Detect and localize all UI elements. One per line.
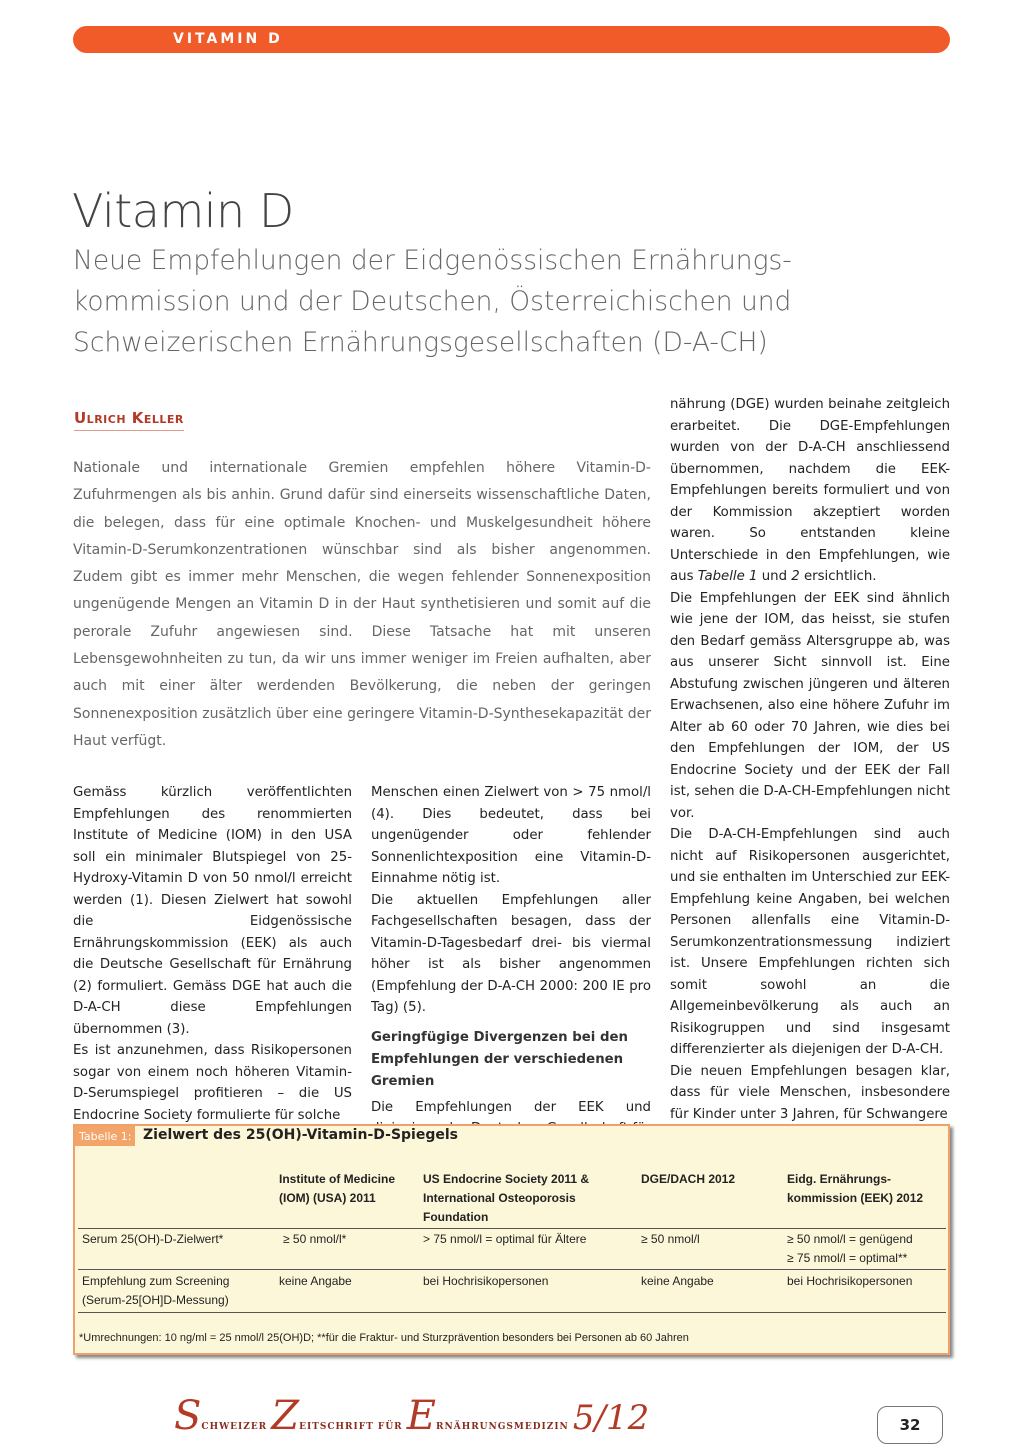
abstract: Nationale und internationale Gremien empfehlen höhere Vitamin-D-Zufuhrmengen als bis anhin. Grund dafür sind einerseits wissenschaftliche Daten, die belegen, dass für eine optimale Knochen- und Muskelgesundheit höhere Vitamin-D-Serumkonzentrationen wünschbar sind als bisher angenommen. Zudem gibt es immer mehr Menschen, die wegen fehlender Sonnenexposition ungenügende Mengen an Vitamin D in der Haut synthetisieren und somit auf die perorale Zufuhr angewiesen sind. Diese Tatsache hat mit unseren Lebensgewohnheiten zu tun, da wir uns immer weniger im Freien aufhalten, aber auch mit einer älter werdenden Bevölkerung, die neben der geringen Sonnenexposition zusätzlich über eine geringere Vitamin-D-Synthesekapazität der Haut verfügt. [73, 460, 651, 749]
article-subtitle [73, 240, 953, 363]
paragraph: Die Empfehlungen der EEK sind ähnlich wie jene der IOM, das heisst, sie stufen den Bedarf gemäss Altersgruppe ab, was aus unserer Sicht sinnvoll ist. Eine Abstufung zwischen jüngeren und älteren Erwachsenen, also eine höhere Zufuhr im Alter ab 60 oder 70 Jahren, wie dies bei den Empfehlungen der IOM, der US Endocrine Society und der EEK der Fall ist, sehen die D-A-CH-Empfehlungen nicht vor. [670, 590, 950, 821]
article-title: Vitamin D [72, 184, 294, 238]
paragraph: Gemäss kürzlich veröffentlichten Empfehlungen des renommierten Institute of Medicine (IOM) in den USA soll ein minimaler Blutspiegel von 25-Hydroxy-Vitamin D von 50 nmol/l erreicht werden (1). Diesen Zielwert hat sowohl die Eidgenössische Ernährungskommission (EEK) als auch die Deutsche Gesellschaft für Ernährung (2) formuliert. Gemäss DGE hat auch die D-A-CH diese Empfehlungen übernommen (3). [73, 785, 352, 1037]
logo-text: EITSCHRIFT FÜR [299, 1422, 407, 1432]
table-header-cell: DGE/DACH 2012 [637, 1170, 783, 1229]
text-run: nährung (DGE) wurden beinahe zeitgleich erarbeitet. Die DGE-Empfehlungen wurden von der D-A-CH anschliessend übernommen, nachdem die EEK-Empfehlungen bereits formuliert und von der Kommission akzeptiert worden waren. So entstanden kleine Unterschiede in den Empfehlungen, wie aus [670, 397, 950, 584]
table-footnote: *Umrechnungen: 10 ng/ml = 25 nmol/l 25(OH)D; **für die Fraktur- und Sturzprävention besonders bei Personen ab 60 Jahren [79, 1332, 689, 1344]
author-text: Ulrich Keller [74, 409, 184, 427]
paragraph: Menschen einen Zielwert von > 75 nmol/l (4). Dies bedeutet, dass bei ungenügender oder fehlender Sonnenlichtexposition eine Vitamin-D-Einnahme nötig ist. [371, 785, 651, 886]
cell-text: (Serum-25[OH]D-Messung) [82, 1293, 229, 1307]
logo-letter: E [406, 1393, 436, 1439]
paragraph: Die aktuellen Empfehlungen aller Fachgesellschaften besagen, dass der Vitamin-D-Tagesbedarf drei- bis viermal höher ist als bisher angenommen (Empfehlung der D-A-CH 2000: 200 IE pro Tag) (5). [371, 892, 651, 1015]
subtitle-line: kommission und der Deutschen, Österreichischen und [73, 286, 792, 317]
paragraph: Die neuen Empfehlungen besagen klar, dass für viele Menschen, insbesondere für Kinder unter 3 Jahren, für Schwangere [670, 1063, 950, 1122]
body-column-1 [73, 782, 352, 1126]
table-cell [275, 1229, 419, 1270]
author-name [74, 409, 184, 431]
logo-letter: Z [271, 1393, 300, 1439]
table-cell: keine Angabe [637, 1270, 783, 1313]
table-reference: Tabelle 1 [697, 569, 758, 584]
table-header-cell [78, 1170, 275, 1229]
table-row [78, 1229, 946, 1270]
table-label: Tabelle 1: [75, 1126, 135, 1146]
section-title: VITAMIN D [173, 31, 283, 47]
table-cell: bei Hochrisikopersonen [419, 1270, 637, 1313]
body-column-3 [670, 394, 950, 1125]
table-row [78, 1270, 946, 1313]
section-header-bar [73, 26, 950, 53]
text-run: und [757, 569, 792, 584]
table-header-cell: Institute of Medicine (IOM) (USA) 2011 [275, 1170, 419, 1229]
text-run: ersichtlich. [799, 569, 877, 584]
subtitle-line: Schweizerischen Ernährungsgesellschaften (D-A-CH) [73, 327, 768, 358]
table-cell [783, 1229, 946, 1270]
table-title: Zielwert des 25(OH)-Vitamin-D-Spiegels [143, 1127, 458, 1143]
cell-text: Empfehlung zum Screening [82, 1274, 230, 1288]
table-cell: keine Angabe [275, 1270, 419, 1313]
table-cell [78, 1270, 275, 1313]
table-header-cell: Eidg. Ernährungs-kommission (EEK) 2012 [783, 1170, 946, 1229]
section-heading: Geringfügige Divergenzen bei den Empfehlungen der verschiedenen Gremien [371, 1029, 628, 1089]
logo-text: CHWEIZER [201, 1422, 272, 1432]
table-cell: ≥ 50 nmol/l [637, 1229, 783, 1270]
table-1 [73, 1124, 950, 1355]
paragraph: Es ist anzunehmen, dass Risikopersonen sogar von einem noch höheren Vitamin-D-Serumspiegel profitieren – die US Endocrine Society formulierte für solche [73, 1043, 352, 1123]
subtitle-line: Neue Empfehlungen der Eidgenössischen Ernährungs- [73, 245, 792, 276]
logo-letter: S [174, 1393, 202, 1439]
cell-text: ≥ 50 nmol/l* [283, 1232, 347, 1246]
issue-number: 5/12 [572, 1398, 650, 1438]
paragraph: Die Empfehlungen der EEK und [371, 1099, 651, 1115]
data-table [78, 1170, 946, 1313]
journal-logo [174, 1393, 874, 1443]
cell-text: ≥ 50 nmol/l = genügend [787, 1232, 913, 1246]
body-column-2 [371, 782, 651, 1161]
table-cell: > 75 nmol/l = optimal für Ältere [419, 1229, 637, 1270]
logo-text: RNÄHRUNGSMEDIZIN [436, 1422, 573, 1432]
paragraph [670, 394, 950, 588]
table-header-cell: US Endocrine Society 2011 & International Osteoporosis Foundation [419, 1170, 637, 1229]
paragraph: Die D-A-CH-Empfehlungen sind auch nicht auf Risikopersonen ausgerichtet, und sie enthalten im Unterschied zur EEK-Empfehlung keine Angaben, bei welchen Personen allenfalls eine Vitamin-D-Serumkonzentrationsmessung indiziert ist. Unsere Empfehlungen richten sich somit sowohl an die Allgemeinbevölkerung als auch an Risikogruppen und sind insgesamt differenzierter als diejenigen der D-A-CH. [670, 827, 950, 1057]
table-cell: Serum 25(OH)-D-Zielwert* [78, 1229, 275, 1270]
table-header-row [78, 1170, 946, 1229]
table-reference: 2 [791, 569, 800, 584]
cell-text: ≥ 75 nmol/l = optimal** [787, 1251, 908, 1265]
page-number: 32 [877, 1406, 943, 1444]
table-cell: bei Hochrisikopersonen [783, 1270, 946, 1313]
